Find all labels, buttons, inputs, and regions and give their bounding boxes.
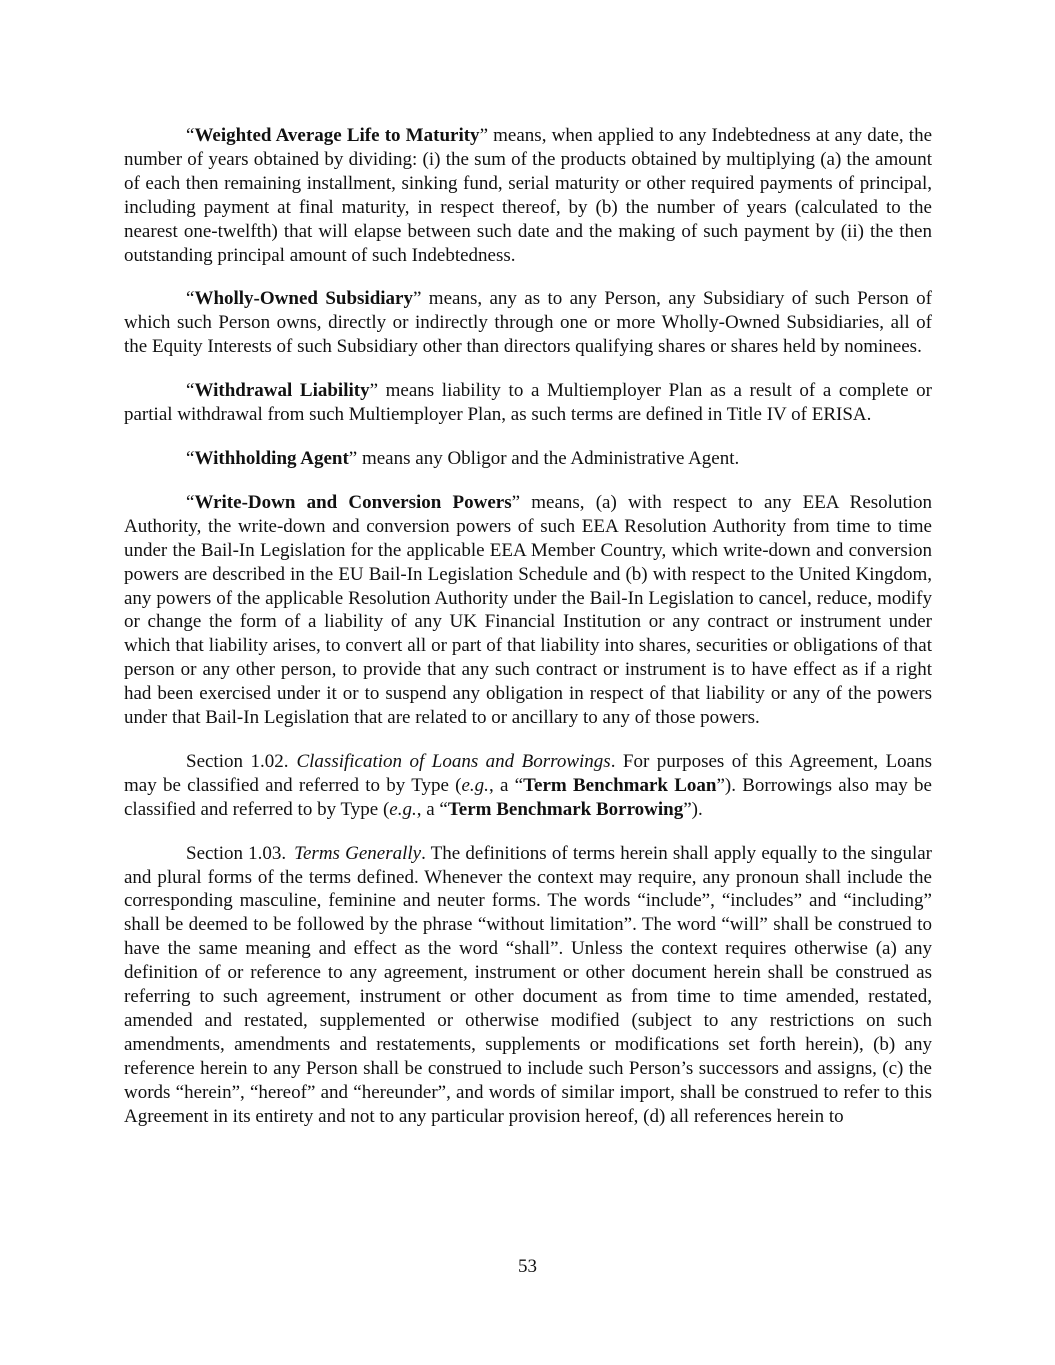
defined-term: Write-Down and Conversion Powers [194, 491, 512, 513]
section-heading: Classification of Loans and Borrowings [296, 750, 611, 772]
defined-term: Weighted Average Life to Maturity [194, 125, 480, 146]
definition-text: means, (a) with respect to any EEA Resolution Authority, the write-down and conversion powers of such EEA Resolution Authority from time to time under the Bail-In Legislation for the applicable EEA Member Country, which write-down and conversion powers are described in the EU Bail-In Legislation Schedule and (b) with respect to the United Kingdom, any powers of the applicable Resolution Authority under the Bail-In Legislation to cancel, reduce, modify or change the form of a liability of any UK Financial Institution or any contract or instrument under which that liability arises, to convert all or part of that liability into shares, securities or obligations of that person or any other person, to provide that any such contract or instrument is to have effect as if a right had been exercised under it or to suspend any obligation in respect of that liability or any of the powers under that Bail-In Legislation that are related to or ancillary to any of those powers. [124, 491, 932, 729]
definition-withholding-agent [124, 447, 932, 471]
section-heading: Terms Generally [294, 842, 422, 864]
eg-abbrev: e.g. [389, 798, 417, 820]
definition-text: means, when applied to any Indebtedness at any date, the number of years obtained by dividing: (i) the sum of the products obtained by multiplying (a) the amount of each then remaining installment, sinking fund, serial maturity or other required payments of principal, including payment at final maturity, in respect thereof, by (b) the number of years (calculated to the nearest one-twelfth) that will elapse between such date and the making of such payment by (ii) the then outstanding principal amount of such Indebtedness. [124, 125, 933, 266]
section-text: . The definitions of terms herein shall apply equally to the singular and plural forms of the terms defined. Whenever the context may require, any pronoun shall include the corresponding masculine, feminine and neuter forms. The words “include”, “includes” and “including” shall be deemed to be followed by the phrase “without limitation”. The word “will” shall be construed to have the same meaning and effect as the word “shall”. Unless the context requires otherwise (a) any definition of or reference to any agreement, instrument or other document herein shall be construed as referring to such agreement, instrument or other document as from time to time amended, restated, amended and restated, supplemented or otherwise modified (subject to any restrictions on such amendments, amendments and restatements, supplements or modifications set forth herein), (b) any reference herein to any Person shall be construed to include such Person’s successors and assigns, (c) the words “herein”, “hereof” and “hereunder”, and words of similar import, shall be construed to refer to this Agreement in its entirety and not to any particular provision hereof, (d) all references herein to [124, 842, 932, 1127]
document-page [124, 124, 932, 1149]
section-number: Section 1.02. [186, 750, 289, 772]
defined-term: Term Benchmark Borrowing [447, 798, 684, 820]
definition-wholly-owned-subsidiary [124, 287, 932, 359]
section-number: Section 1.03. [186, 842, 287, 864]
defined-term: Withholding Agent [194, 447, 349, 469]
section-text: ”). [683, 798, 703, 820]
section-text: . For purposes of this Agreement, Loans may be classified and referred to by Type ( [124, 750, 933, 796]
section-1-02 [124, 750, 932, 822]
defined-term: Wholly-Owned Subsidiary [194, 288, 413, 310]
quote-open: “ [186, 380, 195, 402]
quote-open: “ [186, 491, 195, 513]
definition-text: means liability to a Multiemployer Plan as a result of a complete or partial withdrawal from such Multiemployer Plan, as such terms are defined in Title IV of ERISA. [124, 380, 932, 426]
quote-open: “ [186, 125, 195, 146]
quote-close: ” [369, 380, 386, 402]
definition-text: means, any as to any Person, any Subsidiary of such Person of which such Person owns, directly or indirectly through one or more Wholly-Owned Subsidiaries, all of the Equity Interests of such Subsidiary other than directors qualifying shares or shares held by nominees. [124, 288, 933, 358]
defined-term: Term Benchmark Loan [523, 774, 717, 796]
definition-weighted-average-life [124, 124, 932, 267]
section-text: ”). Borrowings also may be classified and referred to by Type ( [124, 774, 932, 820]
quote-close: ” [479, 125, 494, 146]
quote-open: “ [186, 288, 195, 310]
definition-withdrawal-liability [124, 379, 932, 427]
definition-write-down-conversion-powers [124, 491, 932, 730]
section-text: , a “ [416, 798, 448, 820]
eg-abbrev: e.g. [461, 774, 489, 796]
definition-text: means any Obligor and the Administrative Agent. [361, 447, 740, 469]
quote-close: ” [412, 288, 429, 310]
quote-close: ” [511, 491, 532, 513]
page-number: 53 [518, 1256, 537, 1277]
section-text: , a “ [488, 774, 524, 796]
section-1-03 [124, 842, 932, 1129]
quote-close: ” [348, 447, 362, 469]
defined-term: Withdrawal Liability [194, 380, 370, 402]
quote-open: “ [186, 447, 195, 469]
